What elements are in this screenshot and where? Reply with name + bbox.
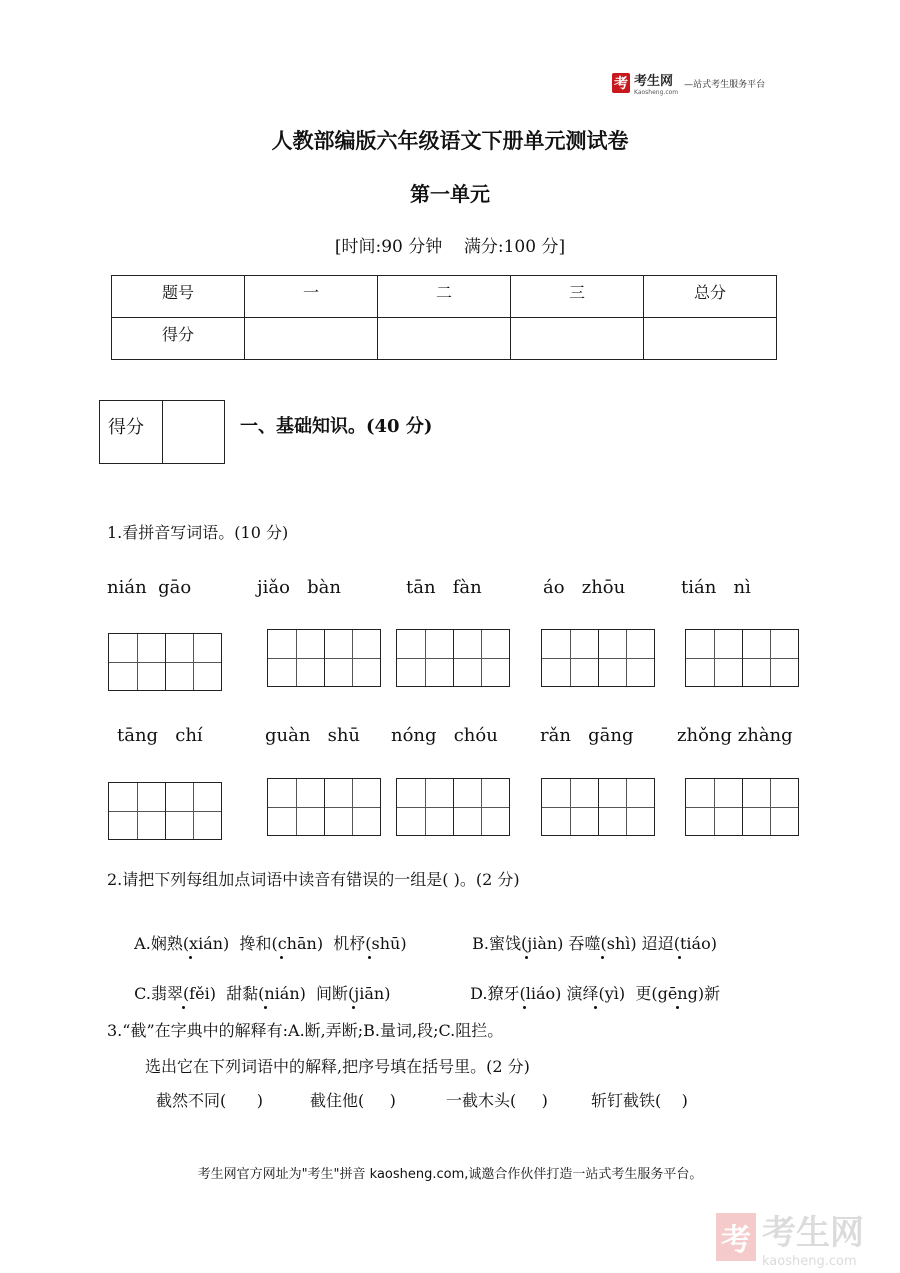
writing-grid[interactable] <box>396 629 510 687</box>
logo-mark: 考 <box>612 73 630 93</box>
option-item: 间断(jiān) <box>316 984 391 1003</box>
option-item: 獠牙(liáo) <box>487 984 562 1003</box>
option-label: B. <box>472 934 490 953</box>
pinyin-3: tān fàn <box>406 577 482 598</box>
q3-item[interactable]: 一截木头( ) <box>446 1091 548 1110</box>
watermark-mark: 考 <box>716 1213 756 1261</box>
q3-item[interactable]: 截然不同( ) <box>156 1091 264 1110</box>
option-item: 吞噬(shì) <box>568 934 637 953</box>
score-header-cell: 二 <box>378 276 511 318</box>
writing-grid[interactable] <box>396 778 510 836</box>
watermark-logo <box>716 1205 864 1269</box>
pinyin-7: guàn shū <box>265 725 361 746</box>
score-row-label: 得分 <box>112 318 245 360</box>
option-d[interactable] <box>460 962 720 1004</box>
pinyin-8: nóng chóu <box>391 725 498 746</box>
section-score-label: 得分 <box>100 401 163 463</box>
logo-slogan: —站式考生服务平台 <box>684 79 766 90</box>
question-3-instruction: 选出它在下列词语中的解释,把序号填在括号里。(2 分) <box>145 1057 530 1076</box>
option-item: 演绎(yì) <box>566 984 626 1003</box>
writing-grid[interactable] <box>267 778 381 836</box>
option-item: 甜黏(nián) <box>226 984 306 1003</box>
pinyin-6: tāng chí <box>117 725 203 746</box>
option-label: D. <box>470 984 488 1003</box>
pinyin-5: tián nì <box>681 577 751 598</box>
option-item: 迢迢(tiáo) <box>641 934 717 953</box>
kaosheng-logo <box>612 70 765 96</box>
score-header-cell: 题号 <box>112 276 245 318</box>
score-header-cell: 总分 <box>644 276 777 318</box>
writing-grid[interactable] <box>685 778 799 836</box>
option-item: 搀和(chān) <box>239 934 324 953</box>
score-input-cell[interactable] <box>245 318 378 360</box>
score-header-cell: 三 <box>511 276 644 318</box>
unit-title: 第一单元 <box>410 182 490 206</box>
option-item: 机杼(shū) <box>333 934 407 953</box>
pinyin-4: áo zhōu <box>543 577 626 598</box>
score-header-cell: 一 <box>245 276 378 318</box>
score-input-cell[interactable] <box>644 318 777 360</box>
time-score-line: [时间:90 分钟 满分:100 分] <box>334 237 566 257</box>
pinyin-2: jiǎo bàn <box>257 577 341 598</box>
section-heading: 一、基础知识。(40 分) <box>240 416 433 437</box>
question-1: 1.看拼音写词语。(10 分) <box>107 523 289 542</box>
option-item: 蜜饯(jiàn) <box>489 934 564 953</box>
q3-item[interactable]: 斩钉截铁( ) <box>591 1091 688 1110</box>
writing-grid[interactable] <box>267 629 381 687</box>
option-label: C. <box>134 984 151 1003</box>
score-input-cell[interactable] <box>511 318 644 360</box>
q3-item[interactable]: 截住他( ) <box>310 1091 396 1110</box>
question-2: 2.请把下列每组加点词语中读音有错误的一组是( )。(2 分) <box>107 870 520 889</box>
watermark-name: 考生网 <box>762 1213 864 1253</box>
watermark-sub: kaosheng.com <box>762 1254 857 1269</box>
pinyin-9: rǎn gāng <box>540 725 634 746</box>
option-item: 更(gēng)新 <box>635 984 721 1003</box>
writing-grid[interactable] <box>541 778 655 836</box>
option-c[interactable] <box>124 962 390 1004</box>
page-title: 人教部编版六年级语文下册单元测试卷 <box>271 128 629 153</box>
option-b[interactable] <box>462 912 717 954</box>
writing-grid[interactable] <box>541 629 655 687</box>
logo-name: 考生网 <box>634 74 674 89</box>
writing-grid[interactable] <box>108 782 222 840</box>
score-table <box>111 275 777 360</box>
section-score-box <box>99 400 225 464</box>
question-3: 3.“截”在字典中的解释有:A.断,弄断;B.量词,段;C.阻拦。 <box>107 1021 504 1040</box>
logo-sub: Kaosheng.com <box>634 89 679 96</box>
option-label: A. <box>134 934 151 953</box>
section-score-input[interactable] <box>163 401 224 463</box>
footer-text: 考生网官方网址为"考生"拼音 kaosheng.com,诚邀合作伙伴打造一站式考生服务平台。 <box>197 1167 703 1182</box>
pinyin-1: nián gāo <box>107 577 192 598</box>
option-a[interactable] <box>124 912 407 954</box>
score-input-cell[interactable] <box>378 318 511 360</box>
pinyin-10: zhǒng zhàng <box>677 725 793 746</box>
option-item: 翡翠(fěi) <box>150 984 216 1003</box>
option-item: 娴熟(xián) <box>150 934 230 953</box>
writing-grid[interactable] <box>685 629 799 687</box>
writing-grid[interactable] <box>108 633 222 691</box>
